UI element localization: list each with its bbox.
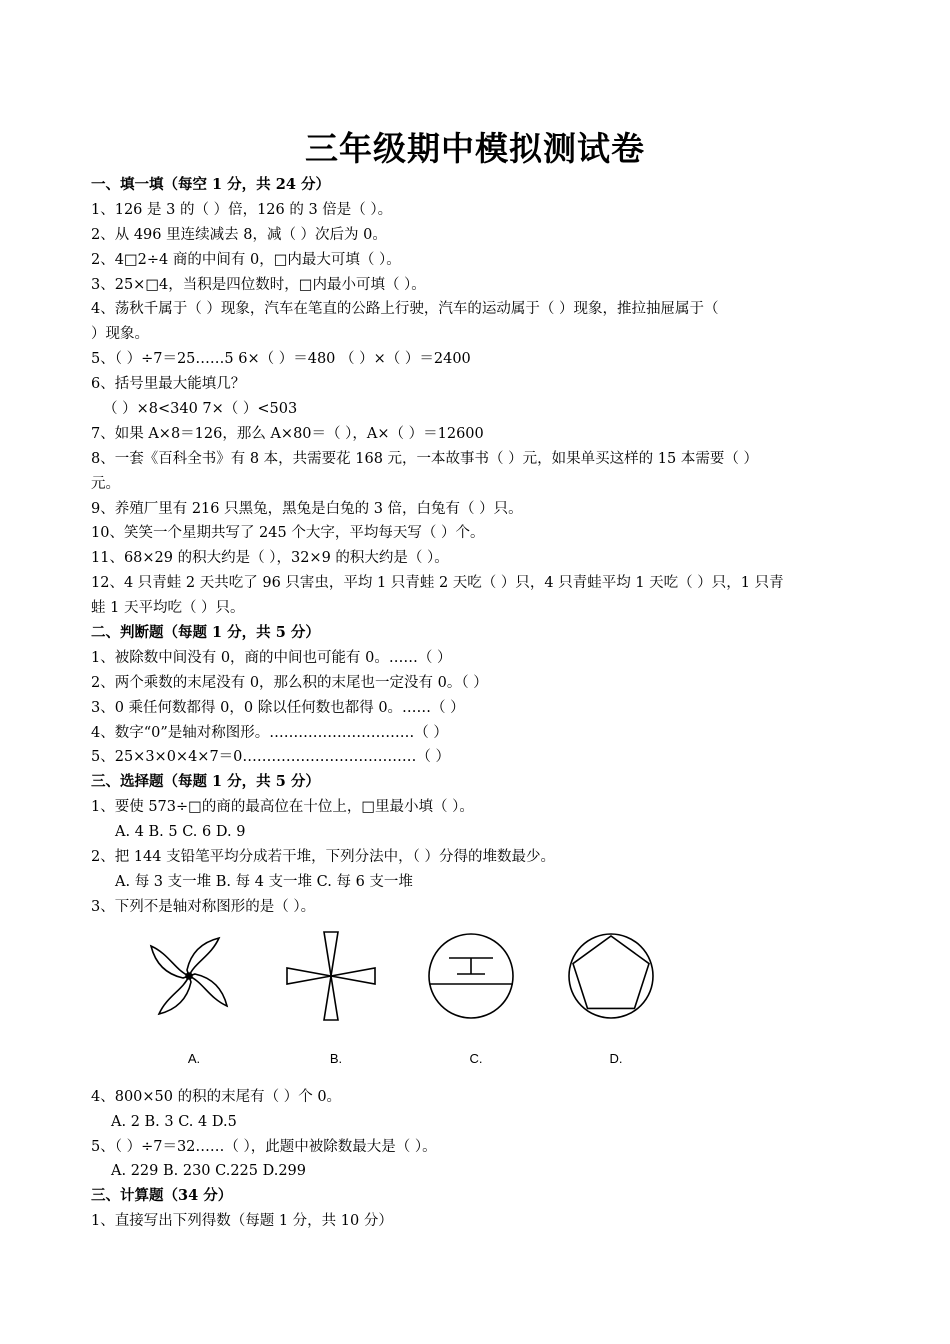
four-blade-cross-icon [281, 928, 381, 1028]
question-line: A. 每 3 支一堆 B. 每 4 支一堆 C. 每 6 支一堆 [115, 873, 413, 890]
circle-with-i-beam-icon [421, 928, 521, 1028]
question-line: 2、把 144 支铅笔平均分成若干堆，下列分法中，（ ）分得的堆数最少。 [91, 849, 555, 866]
question-line: 2、从 496 里连续减去 8，减（ ）次后为 0。 [91, 226, 387, 243]
question-line: 1、被除数中间没有 0，商的中间也可能有 0。……（ ） [91, 649, 452, 666]
question-line: 4、数字“0”是轴对称图形。…………………………（ ） [91, 724, 448, 741]
question-line: 2、两个乘数的末尾没有 0，那么积的末尾也一定没有 0。（ ） [91, 674, 488, 691]
question-line: 3、25×□4，当积是四位数时，□内最小可填（ ）。 [91, 276, 426, 293]
question-line: 3、0 乘任何数都得 0，0 除以任何数也都得 0。……（ ） [91, 699, 465, 716]
question-line: 5、（ ）÷7＝25……5 6×（ ）＝480 （ ）×（ ）＝2400 [91, 351, 471, 368]
question-line: A. 4 B. 5 C. 6 D. 9 [115, 824, 246, 841]
exam-content [91, 173, 871, 1234]
question-line: 8、一套《百科全书》有 8 本，共需要花 168 元，一本故事书（ ）元，如果单买这样的 15 本需要（ ） [91, 450, 758, 467]
question-line: 4、荡秋千属于（ ）现象，汽车在笔直的公路上行驶，汽车的运动属于（ ）现象，推拉抽屉属于（ [91, 301, 719, 318]
question-line: 5、（ ）÷7＝32……（ ），此题中被除数最大是（ ）。 [91, 1138, 437, 1155]
question-line: 9、养殖厂里有 216 只黑兔，黑兔是白兔的 3 倍，白兔有（ ）只。 [91, 500, 523, 517]
pentagon-in-circle-icon [561, 928, 661, 1028]
figure-option-b [281, 928, 391, 1068]
question-line: 10、笑笑一个星期共写了 245 个大字，平均每天写（ ）个。 [91, 525, 485, 542]
question-line: 4、800×50 的积的末尾有（ ）个 0。 [91, 1088, 342, 1105]
section-heading: 三、选择题（每题 1 分，共 5 分） [91, 773, 320, 791]
question-line: 蛙 1 天平均吃（ ）只。 [91, 600, 245, 617]
figure-label: B. [329, 1050, 343, 1066]
question-line: 元。 [91, 475, 120, 492]
question-line: ）现象。 [91, 326, 149, 343]
page-title: 三年级期中模拟测试卷 [305, 129, 645, 168]
figure-label: D. [609, 1050, 623, 1066]
question-line: 1、要使 573÷□的商的最高位在十位上，□里最小填（ ）。 [91, 799, 474, 816]
question-line: A. 2 B. 3 C. 4 D.5 [111, 1113, 237, 1130]
section-heading: 一、填一填（每空 1 分，共 24 分） [91, 176, 330, 193]
figure-option-a [139, 928, 249, 1068]
figure-label: C. [469, 1050, 483, 1066]
question-line: A. 229 B. 230 C.225 D.299 [111, 1163, 306, 1180]
question-line: 11、68×29 的积大约是（ ），32×9 的积大约是（ ）。 [91, 550, 449, 567]
figure-options [91, 920, 871, 1085]
question-line: 5、25×3×0×4×7＝0………………………………（ ） [91, 749, 451, 766]
section-heading: 二、判断题（每题 1 分，共 5 分） [91, 624, 320, 642]
question-line: 2、4□2÷4 商的中间有 0，□内最大可填（ ）。 [91, 251, 401, 268]
question-line: （ ）×8<340 7×（ ）<503 [103, 401, 298, 418]
question-line: 1、直接写出下列得数（每题 1 分，共 10 分） [91, 1213, 393, 1230]
question-line: 12、4 只青蛙 2 天共吃了 96 只害虫，平均 1 只青蛙 2 天吃（ ）只，4 只青蛙平均 1 天吃（ ）只，1 只青 [91, 575, 784, 592]
figure-option-d [561, 928, 671, 1068]
question-line: 1、126 是 3 的（ ）倍，126 的 3 倍是（ ）。 [91, 201, 393, 218]
figure-option-c [421, 928, 531, 1068]
section-heading: 三、计算题（34 分） [91, 1187, 233, 1205]
pinwheel-shape-icon [139, 928, 239, 1028]
question-line: 7、如果 A×8＝126，那么 A×80＝（ ），A×（ ）＝12600 [91, 425, 484, 442]
question-line: 6、括号里最大能填几？ [91, 376, 246, 393]
question-line: 3、下列不是轴对称图形的是（ ）。 [91, 898, 316, 915]
figure-label: A. [187, 1050, 201, 1066]
